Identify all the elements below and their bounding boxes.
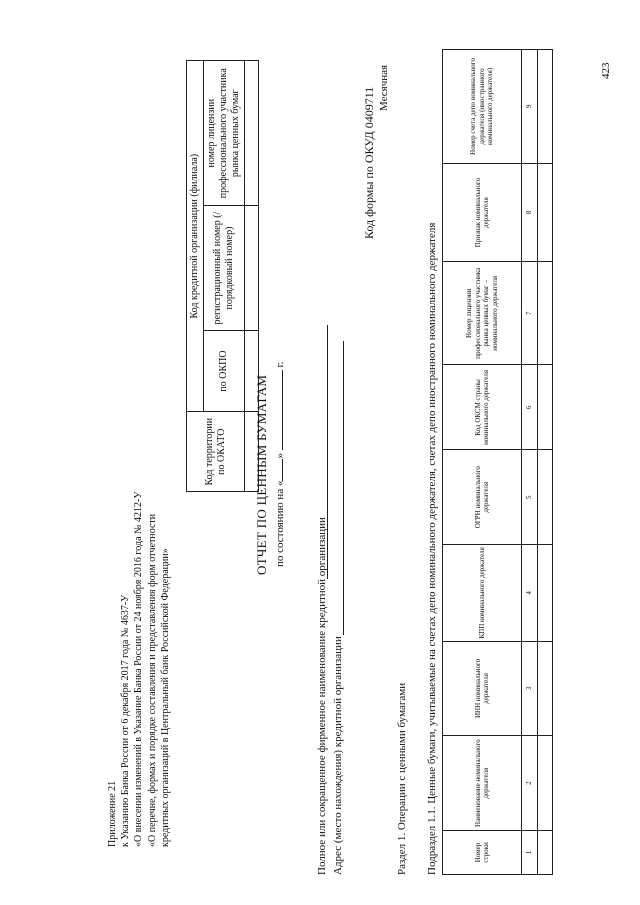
- table-cell: [538, 641, 553, 736]
- table-cell: [538, 262, 553, 365]
- col-number: 5: [522, 450, 538, 545]
- col-header-license: Номер лицензии профессионального участника рынка ценных бумаг – номинального держателя: [443, 262, 522, 365]
- col-number: 8: [522, 163, 538, 261]
- reg-number-value: [245, 206, 259, 330]
- col-header-holder-name: Наименование номинального держателя: [443, 736, 522, 831]
- appendix-header: [106, 492, 172, 847]
- okato-header: Код территории по ОКАТО: [187, 412, 245, 492]
- reg-number-header: регистрационный номер (/порядковый номер): [204, 206, 245, 330]
- license-header: номер лицензии профессионального участника рынка ценных бумаг: [204, 61, 245, 206]
- col-header-row-number: Номер строки: [443, 830, 522, 874]
- col-number: 2: [522, 736, 538, 831]
- col-number: 6: [522, 365, 538, 450]
- table-cell: [538, 450, 553, 545]
- table-cell: [538, 736, 553, 831]
- org-name-label: Полное или сокращенное фирменное наименование кредитной организации: [316, 517, 328, 875]
- col-header-holder-flag: Признак номинального держателя: [443, 163, 522, 261]
- table-cell: [538, 545, 553, 642]
- col-header-ogrn: ОГРН номинального держателя: [443, 450, 522, 545]
- col-number: 3: [522, 641, 538, 736]
- col-number: 9: [522, 50, 538, 164]
- table-cell: [538, 50, 553, 164]
- okpo-header: по ОКПО: [204, 330, 245, 412]
- col-number: 7: [522, 262, 538, 365]
- appendix-line: «О перечне, формах и порядке составления и представления форм отчетности: [146, 513, 158, 847]
- table-cell: [538, 830, 553, 874]
- credit-org-header: Код кредитной организации (филиала): [187, 61, 204, 412]
- col-number: 4: [522, 545, 538, 642]
- periodicity: Месячная: [378, 64, 390, 111]
- appendix-line: «О внесении изменений в Указание Банка России от 24 ноября 2016 года № 4212-У: [133, 491, 145, 847]
- org-name-line: [327, 325, 328, 579]
- license-value: [245, 61, 259, 206]
- as-of-suffix: г.: [274, 361, 286, 368]
- month-year-blank: [272, 370, 283, 450]
- appendix-line: кредитных организаций в Центральный банк Российской Федерации»: [159, 548, 171, 847]
- subsection-title: Подраздел 1.1. Ценные бумаги, учитываемые на счетах депо номинального держателя, счетах депо иностранного номинального держателя: [426, 222, 438, 875]
- okud-code: Код формы по ОКУД 0409711: [362, 86, 376, 239]
- day-blank: [272, 459, 283, 481]
- as-of-prefix: по состоянию на «: [274, 480, 286, 567]
- codes-table: [186, 60, 259, 492]
- org-address-label: Адрес (место нахождения) кредитной организации: [332, 636, 344, 875]
- col-header-inn: ИНН номинального держателя: [443, 641, 522, 736]
- as-of-date: [272, 362, 286, 567]
- appendix-line: к Указанию Банка России от 6 декабря 2017 года № 4637-У: [120, 594, 132, 847]
- section-title: Раздел 1. Операции с ценными бумагами: [396, 682, 408, 875]
- col-header-depo-account: Номер счета депо номинального держателя (иностранного номинального держателя): [443, 50, 522, 164]
- col-header-kpp: КПП номинального держателя: [443, 545, 522, 642]
- page-number: 423: [600, 62, 612, 79]
- as-of-mid: »: [274, 453, 286, 459]
- table-cell: [538, 365, 553, 450]
- securities-table: [442, 49, 553, 875]
- report-title: ОТЧЕТ ПО ЦЕННЫМ БУМАГАМ: [254, 374, 269, 575]
- appendix-line: Приложение 21: [107, 780, 118, 847]
- col-header-oksm: Код ОКСМ страны номинального держателя: [443, 365, 522, 450]
- col-number: 1: [522, 830, 538, 874]
- table-row: [538, 50, 553, 875]
- table-cell: [538, 163, 553, 261]
- org-address-line: [343, 341, 344, 635]
